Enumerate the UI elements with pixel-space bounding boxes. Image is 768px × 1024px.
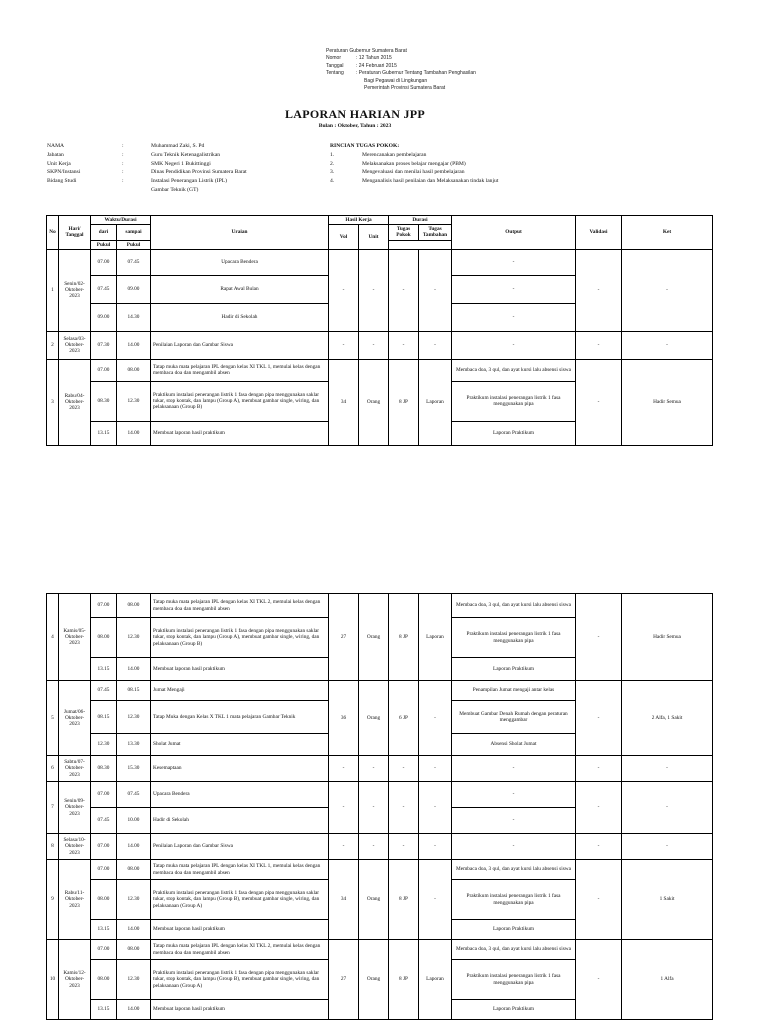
task-text: Merencanakan pembelajaran — [362, 151, 427, 158]
cell-from: 13.15 — [91, 421, 117, 445]
cell-no: 3 — [47, 359, 59, 445]
info-row — [47, 186, 311, 195]
cell-from: 07.00 — [91, 782, 117, 808]
cell-to: 09.00 — [117, 275, 151, 303]
cell-output: - — [452, 249, 576, 275]
regulation-value: : 24 Februari 2015 — [356, 62, 397, 69]
cell-extra: - — [419, 834, 452, 860]
header-extra-task: Tugas Tambahan — [419, 225, 452, 240]
info-value: Guru Teknik Ketenagalistrikan — [151, 151, 221, 158]
regulation-label: Tentang — [326, 70, 344, 77]
cell-output: Membaca doa, 3 qul, dan ayat kursi lalu absensi siswa — [452, 860, 576, 880]
cell-to: 14.00 — [117, 658, 151, 681]
cell-output: - — [452, 782, 576, 808]
cell-from: 07.00 — [91, 359, 117, 381]
cell-validation: - — [576, 834, 622, 860]
page-title: LAPORAN HARIAN JPP — [284, 107, 426, 121]
task-item — [330, 160, 498, 169]
cell-day: Kamis/12-Oktober-2023 — [59, 940, 91, 1020]
cell-to: 14.00 — [117, 834, 151, 860]
cell-from: 08.00 — [91, 880, 117, 920]
cell-output: Membaca doa, 3 qul, dan ayat kursi lalu absensi siswa — [452, 594, 576, 618]
cell-day: Rabu/11-Oktober-2023 — [59, 860, 91, 940]
cell-main: - — [389, 756, 419, 782]
cell-to: 12.30 — [117, 880, 151, 920]
cell-description: Praktikum instalasi penerangan listrik 1 fasa dengan pipa menggunakan saklar tukar, stop kontak, dan lampu (Group A), membuat gambar single, wiring, dan pelaksanaan (Group B) — [151, 618, 329, 658]
cell-to: 12.30 — [117, 960, 151, 1000]
cell-note: 2 Alfa, 1 Sakit — [622, 681, 713, 756]
cell-description: Praktikum instalasi penerangan listrik 1 fasa dengan pipa menggunakan saklar tukar, stop kontak, dan lampu (Group B), membuat gambar single, wiring, dan pelaksanaan (Group A) — [151, 960, 329, 1000]
cell-validation: - — [576, 860, 622, 940]
table-row — [47, 834, 713, 860]
header-note: Ket — [622, 216, 713, 250]
cell-to: 07.45 — [117, 782, 151, 808]
info-label: Bidang Studi — [47, 178, 77, 185]
cell-extra: Laporan — [419, 940, 452, 1020]
regulation-line — [326, 48, 476, 55]
cell-from: 07.00 — [91, 834, 117, 860]
regulation-line — [326, 55, 476, 62]
cell-output: Laporan Praktikum — [452, 658, 576, 681]
cell-description: Sholat Jumat — [151, 734, 329, 756]
cell-description: Tatap muka mata pelajaran IPL dengan kelas XI TKL 1, memulai kelas dengan membaca doa dan mengambil absen — [151, 860, 329, 880]
cell-to: 12.30 — [117, 701, 151, 734]
cell-to: 08.00 — [117, 359, 151, 381]
info-value: Gambar Teknik (GT) — [151, 186, 199, 193]
cell-main: - — [389, 249, 419, 331]
cell-output: - — [452, 808, 576, 834]
cell-to: 14.00 — [117, 331, 151, 359]
cell-day: Senin/02-Oktober-2023 — [59, 249, 91, 331]
cell-extra: - — [419, 860, 452, 940]
cell-description: Upacara Bendera — [151, 782, 329, 808]
cell-description: Hadir di Sekolah — [151, 303, 329, 331]
cell-output: Praktikum instalasi penerangan listrik 1 fasa menggunakan pipa — [452, 618, 576, 658]
cell-main: - — [389, 331, 419, 359]
table-row — [47, 940, 713, 960]
tasks-heading: RINCIAN TUGAS POKOK: — [330, 143, 400, 149]
task-text: Melaksanakan proses belajar mengajar (PBM) — [362, 160, 466, 167]
cell-unit: Orang — [359, 860, 389, 940]
cell-validation: - — [576, 249, 622, 331]
cell-description: Membuat laporan hasil praktikum — [151, 658, 329, 681]
cell-description: Penilaian Laporan dan Gambar Siswa — [151, 331, 329, 359]
cell-to: 08.15 — [117, 681, 151, 701]
cell-from: 07.00 — [91, 249, 117, 275]
table-row — [47, 331, 713, 359]
cell-note: 1 Sakit — [622, 860, 713, 940]
cell-to: 10.00 — [117, 808, 151, 834]
info-colon: : — [122, 160, 124, 167]
cell-note: - — [622, 331, 713, 359]
cell-validation: - — [576, 756, 622, 782]
cell-from: 07.00 — [91, 594, 117, 618]
task-text: Mengevaluasi dan menilai hasil pembelajaran — [362, 169, 465, 176]
cell-unit: Orang — [359, 681, 389, 756]
main-tasks — [330, 142, 498, 186]
cell-extra: - — [419, 782, 452, 834]
cell-from: 07.45 — [91, 681, 117, 701]
cell-vol: - — [329, 249, 359, 331]
cell-from: 08.00 — [91, 618, 117, 658]
table-row — [47, 249, 713, 275]
cell-note: Hadir Semua — [622, 594, 713, 681]
cell-no: 8 — [47, 834, 59, 860]
cell-note: - — [622, 834, 713, 860]
cell-description: Jumat Mengaji — [151, 681, 329, 701]
cell-to: 08.00 — [117, 594, 151, 618]
cell-vol: 27 — [329, 940, 359, 1020]
cell-extra: - — [419, 249, 452, 331]
task-number: 2. — [330, 160, 335, 167]
employee-info — [47, 142, 311, 195]
cell-day: Rabu/04-Oktober-2023 — [59, 359, 91, 445]
table-row — [47, 359, 713, 381]
cell-day: Sabtu/07-Oktober-2023 — [59, 756, 91, 782]
cell-description: Upacara Bendera — [151, 249, 329, 275]
info-row — [47, 151, 311, 160]
info-colon: : — [122, 169, 124, 176]
cell-no: 4 — [47, 594, 59, 681]
cell-day: Selasa/03-Oktober-2023 — [59, 331, 91, 359]
cell-output: Penampilan Jumat mengaji antar kelas — [452, 681, 576, 701]
cell-to: 08.00 — [117, 940, 151, 960]
cell-main: 8 JP — [389, 594, 419, 681]
cell-from: 07.45 — [91, 808, 117, 834]
task-item — [330, 168, 498, 177]
cell-unit: - — [359, 782, 389, 834]
cell-main: - — [389, 782, 419, 834]
cell-output: Membuat Gambar Denah Rumah dengan peraturan menggambar — [452, 701, 576, 734]
cell-output: Praktikum instalasi penerangan listrik 1 fasa menggunakan pipa — [452, 381, 576, 421]
header-pukul: Pukul — [117, 240, 151, 249]
report-table-page-1 — [46, 215, 713, 446]
cell-note: - — [622, 249, 713, 331]
cell-output: - — [452, 834, 576, 860]
task-text: Menganalisis hasil penilaian dan Melaksanakan tindak lanjut — [362, 178, 499, 185]
cell-from: 07.45 — [91, 275, 117, 303]
cell-no: 9 — [47, 860, 59, 940]
cell-description: Praktikum instalasi penerangan listrik 1 fasa dengan pipa menggunakan saklar tukar, stop kontak, dan lampu (Group B), membuat gambar single, wiring, dan pelaksanaan (Group A) — [151, 880, 329, 920]
regulation-label: Tanggal — [326, 62, 344, 69]
cell-from: 13.15 — [91, 658, 117, 681]
cell-main: - — [389, 834, 419, 860]
cell-main: 8 JP — [389, 860, 419, 940]
cell-output: - — [452, 331, 576, 359]
cell-no: 10 — [47, 940, 59, 1020]
cell-description: Tatap muka mata pelajaran IPL dengan kelas XI TKL 2, memulai kelas dengan membaca doa dan mengambil absen — [151, 594, 329, 618]
cell-to: 15.30 — [117, 756, 151, 782]
cell-extra: - — [419, 331, 452, 359]
info-colon — [122, 186, 151, 195]
cell-no: 1 — [47, 249, 59, 331]
info-row — [47, 177, 311, 186]
cell-output: Praktikum instalasi penerangan listrik 1 fasa menggunakan pipa — [452, 880, 576, 920]
task-number: 3. — [330, 169, 335, 176]
cell-unit: - — [359, 249, 389, 331]
cell-validation: - — [576, 594, 622, 681]
task-item — [330, 151, 498, 160]
header-day: Hari/ Tanggal — [59, 216, 91, 250]
cell-unit: - — [359, 756, 389, 782]
cell-description: Membuat laporan hasil praktikum — [151, 1000, 329, 1020]
task-number: 1. — [330, 151, 335, 158]
header-from: dari — [91, 225, 117, 240]
page-subtitle: Bulan : Oktober, Tahun : 2023 — [318, 123, 392, 129]
cell-from: 13.15 — [91, 920, 117, 940]
cell-no: 5 — [47, 681, 59, 756]
header-output: Output — [452, 216, 576, 250]
regulation-heading: Peraturan Gubernur Sumatera Barat — [326, 48, 407, 54]
cell-output: Laporan Praktikum — [452, 421, 576, 445]
cell-output: Membaca doa, 3 qul, dan ayat kursi lalu absensi siswa — [452, 359, 576, 381]
cell-no: 7 — [47, 782, 59, 834]
info-label: NAMA — [47, 143, 65, 149]
cell-from: 13.15 — [91, 1000, 117, 1020]
cell-to: 12.30 — [117, 381, 151, 421]
cell-day: Kamis/05-Oktober-2023 — [59, 594, 91, 681]
cell-to: 14.00 — [117, 1000, 151, 1020]
cell-unit: Orang — [359, 359, 389, 445]
report-table-page-2 — [46, 593, 713, 1020]
cell-output: - — [452, 756, 576, 782]
header-time: Waktu/Durasi — [91, 216, 151, 225]
cell-output: Laporan Praktikum — [452, 920, 576, 940]
info-colon: : — [122, 143, 124, 149]
cell-day: Jumat/06-Oktober-2023 — [59, 681, 91, 756]
info-colon: : — [122, 178, 124, 185]
cell-from: 09.00 — [91, 303, 117, 331]
cell-output: Membaca doa, 3 qul, dan ayat kursi lalu absensi siswa — [452, 940, 576, 960]
info-colon: : — [122, 151, 124, 158]
regulation-extra-line: Pemerintah Provinsi Sumatera Barat — [364, 85, 446, 92]
cell-description: Rapat Awal Bulan — [151, 275, 329, 303]
cell-to: 14.00 — [117, 421, 151, 445]
cell-validation: - — [576, 940, 622, 1020]
cell-from: 08.00 — [91, 960, 117, 1000]
table-row — [47, 681, 713, 701]
regulation-extra-line: Bagi Pegawai di Lingkungan — [364, 77, 428, 84]
cell-description: Kesemaptaan — [151, 756, 329, 782]
cell-unit: - — [359, 331, 389, 359]
cell-to: 12.30 — [117, 618, 151, 658]
cell-vol: 27 — [329, 594, 359, 681]
cell-day: Senin/09-Oktober-2023 — [59, 782, 91, 834]
regulation-line — [326, 63, 476, 70]
cell-vol: - — [329, 331, 359, 359]
cell-to: 14.30 — [117, 303, 151, 331]
cell-vol: - — [329, 834, 359, 860]
cell-note: - — [622, 756, 713, 782]
info-label: SKPN/Instansi — [47, 169, 81, 176]
regulation-value: : Peraturan Gubernur Tentang Tambahan Penghasilan — [356, 70, 476, 77]
cell-note: - — [622, 782, 713, 834]
cell-from: 08.30 — [91, 381, 117, 421]
table-row — [47, 594, 713, 618]
task-item — [330, 177, 498, 186]
cell-validation: - — [576, 681, 622, 756]
cell-from: 12.30 — [91, 734, 117, 756]
table-row — [47, 756, 713, 782]
header-validation: Validasi — [576, 216, 622, 250]
info-row — [47, 160, 311, 169]
cell-description: Penilaian Laporan dan Gambar Siswa — [151, 834, 329, 860]
cell-note: Hadir Semua — [622, 359, 713, 445]
cell-extra: - — [419, 681, 452, 756]
cell-extra: Laporan — [419, 594, 452, 681]
info-value: Muhammad Zaki, S. Pd — [151, 143, 205, 149]
info-value: Instalasi Penerangan Listrik (IPL) — [151, 178, 227, 185]
header-main-task: Tugas Pokok — [389, 225, 419, 240]
cell-from: 07.30 — [91, 331, 117, 359]
header-description: Uraian — [151, 216, 329, 250]
cell-main: 6 JP — [389, 681, 419, 756]
cell-description: Tatap muka mata pelajaran IPL dengan kelas XI TKL 2, memulai kelas dengan membaca doa dan mengambil absen — [151, 940, 329, 960]
cell-from: 07.00 — [91, 860, 117, 880]
task-list — [330, 151, 498, 186]
cell-day: Selasa/10-Oktober-2023 — [59, 834, 91, 860]
cell-vol: 36 — [329, 681, 359, 756]
cell-extra: - — [419, 756, 452, 782]
table-row — [47, 782, 713, 808]
cell-validation: - — [576, 331, 622, 359]
header-result: Hasil Kerja — [329, 216, 389, 225]
cell-from: 08.15 — [91, 701, 117, 734]
cell-no: 6 — [47, 756, 59, 782]
cell-to: 14.00 — [117, 920, 151, 940]
info-value: Dinas Pendidikan Provinsi Sumatera Barat — [151, 169, 247, 176]
cell-vol: - — [329, 782, 359, 834]
cell-unit: Orang — [359, 940, 389, 1020]
header-pukul: Pukul — [91, 240, 117, 249]
cell-description: Membuat laporan hasil praktikum — [151, 920, 329, 940]
cell-description: Praktikum instalasi penerangan listrik 1 fasa dengan pipa menggunakan saklar tukar, stop kontak, dan lampu (Group A), membuat gambar single, wiring, dan pelaksanaan (Group B) — [151, 381, 329, 421]
cell-from: 07.00 — [91, 940, 117, 960]
header-duration: Durasi — [389, 216, 452, 225]
cell-validation: - — [576, 782, 622, 834]
cell-description: Tatap muka mata pelajaran IPL dengan kelas XI TKL 1, memulai kelas dengan membaca doa dan mengambil absen — [151, 359, 329, 381]
cell-unit: Orang — [359, 594, 389, 681]
cell-note: 1 Alfa — [622, 940, 713, 1020]
cell-no: 2 — [47, 331, 59, 359]
regulation-value: : 12 Tahun 2015 — [356, 55, 392, 62]
cell-output: Praktikum instalasi penerangan listrik 1 fasa menggunakan pipa — [452, 960, 576, 1000]
header-to: sampai — [117, 225, 151, 240]
cell-to: 13.30 — [117, 734, 151, 756]
cell-description: Membuat laporan hasil praktikum — [151, 421, 329, 445]
cell-validation: - — [576, 359, 622, 445]
info-label: Jabatan — [47, 151, 64, 158]
info-label — [47, 186, 122, 195]
cell-description: Hadir di Sekolah — [151, 808, 329, 834]
info-row — [47, 168, 311, 177]
cell-to: 08.00 — [117, 860, 151, 880]
header-unit: Unit — [359, 225, 389, 250]
table-row — [47, 860, 713, 880]
regulation-line — [326, 70, 476, 77]
header-no: No — [47, 216, 59, 250]
regulation-block — [326, 48, 476, 92]
cell-vol: 34 — [329, 860, 359, 940]
cell-from: 08.30 — [91, 756, 117, 782]
cell-main: 8 JP — [389, 940, 419, 1020]
cell-vol: 34 — [329, 359, 359, 445]
header-vol: Vol — [329, 225, 359, 250]
task-number: 4. — [330, 178, 335, 185]
cell-unit: - — [359, 834, 389, 860]
regulation-label: Nomor — [326, 55, 342, 62]
cell-output: - — [452, 303, 576, 331]
cell-extra: Laporan — [419, 359, 452, 445]
cell-vol: - — [329, 756, 359, 782]
info-label: Unit Kerja — [47, 160, 71, 167]
cell-output: Laporan Praktikum — [452, 1000, 576, 1020]
cell-output: - — [452, 275, 576, 303]
info-value: SMK Negeri 1 Bukittinggi — [151, 160, 211, 167]
cell-to: 07.45 — [117, 249, 151, 275]
cell-output: Absensi Sholat Jumat — [452, 734, 576, 756]
info-row — [47, 142, 311, 151]
cell-main: 8 JP — [389, 359, 419, 445]
cell-description: Tatap Muka dengan Kelas X TKL 1 mata pelajaran Gambar Teknik — [151, 701, 329, 734]
